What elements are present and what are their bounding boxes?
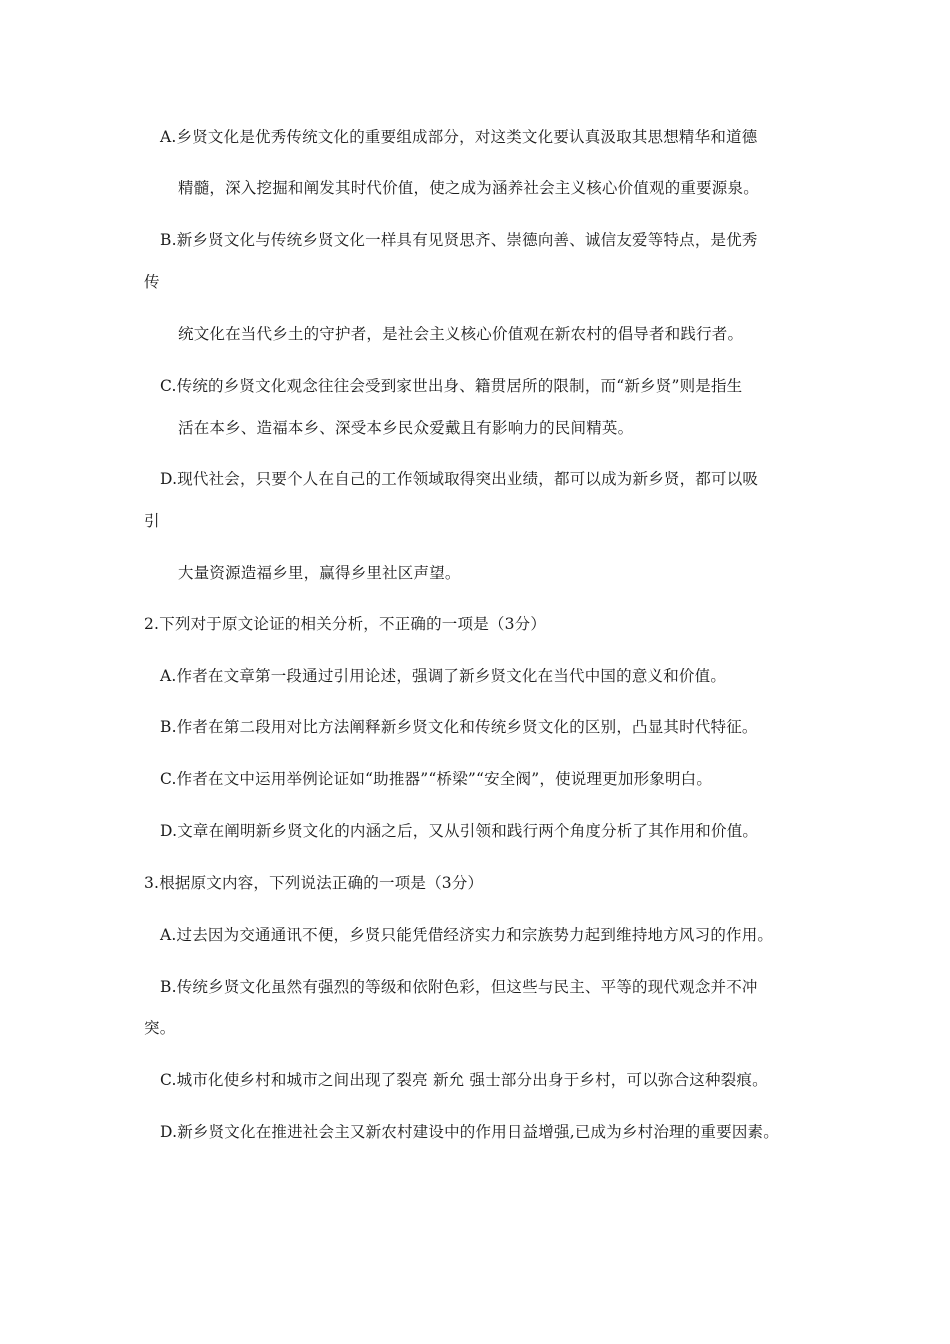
q2-option-a: A.作者在文章第一段通过引用论述，强调了新乡贤文化在当代中国的意义和价值。: [160, 667, 727, 685]
q3-option-a: A.过去因为交通通讯不便，乡贤只能凭借经济实力和宗族势力起到维持地方风习的作用。: [160, 926, 774, 944]
q1-option-a-line2: 精髓，深入挖掘和阐发其时代价值，使之成为涵养社会主义核心价值观的重要源泉。: [178, 179, 759, 197]
q3-option-b-line1: B.传统乡贤文化虽然有强烈的等级和依附色彩，但这些与民主、平等的现代观念并不冲: [160, 978, 758, 996]
q3-option-c: C.城市化使乡村和城市之间出现了裂亮 新允 强士部分出身于乡村，可以弥合这种裂痕。: [160, 1071, 768, 1089]
q1-option-b-line3: 统文化在当代乡土的守护者，是社会主义核心价值观在新农村的倡导者和践行者。: [178, 325, 744, 343]
q2-option-b: B.作者在第二段用对比方法阐释新乡贤文化和传统乡贤文化的区别，凸显其时代特征。: [160, 718, 758, 736]
q1-option-c-line2: 活在本乡、造福本乡、深受本乡民众爱戴且有影响力的民间精英。: [178, 419, 634, 437]
q1-option-d-line2: 引: [144, 512, 160, 530]
q2-option-d: D.文章在阐明新乡贤文化的内涵之后，又从引领和践行两个角度分析了其作用和价值。: [160, 822, 759, 840]
q1-option-d-line1: D.现代社会，只要个人在自己的工作领域取得突出业绩，都可以成为新乡贤，都可以吸: [160, 470, 759, 488]
q1-option-b-line2: 传: [144, 273, 160, 291]
q1-option-d-line3: 大量资源造福乡里，赢得乡里社区声望。: [178, 564, 461, 582]
q3-option-b-line2: 突。: [144, 1019, 176, 1037]
question-2-stem: 2.下列对于原文论证的相关分析，不正确的一项是（3分）: [144, 615, 547, 633]
question-3-stem: 3.根据原文内容，下列说法正确的一项是（3分）: [144, 874, 484, 892]
q1-option-a-line1: A.乡贤文化是优秀传统文化的重要组成部分，对这类文化要认真汲取其思想精华和道德: [160, 128, 758, 146]
q3-option-d: D.新乡贤文化在推进社会主又新农村建设中的作用日益增强,已成为乡村治理的重要因素。: [160, 1123, 779, 1141]
q1-option-c-line1: C.传统的乡贤文化观念往往会受到家世出身、籍贯居所的限制，而“新乡贤”则是指生: [160, 377, 743, 395]
q2-option-c: C.作者在文中运用举例论证如“助推器”“桥梁”“安全阀”，使说理更加形象明白。: [160, 770, 713, 788]
q1-option-b-line1: B.新乡贤文化与传统乡贤文化一样具有见贤思齐、崇德向善、诚信友爱等特点，是优秀: [160, 231, 758, 249]
